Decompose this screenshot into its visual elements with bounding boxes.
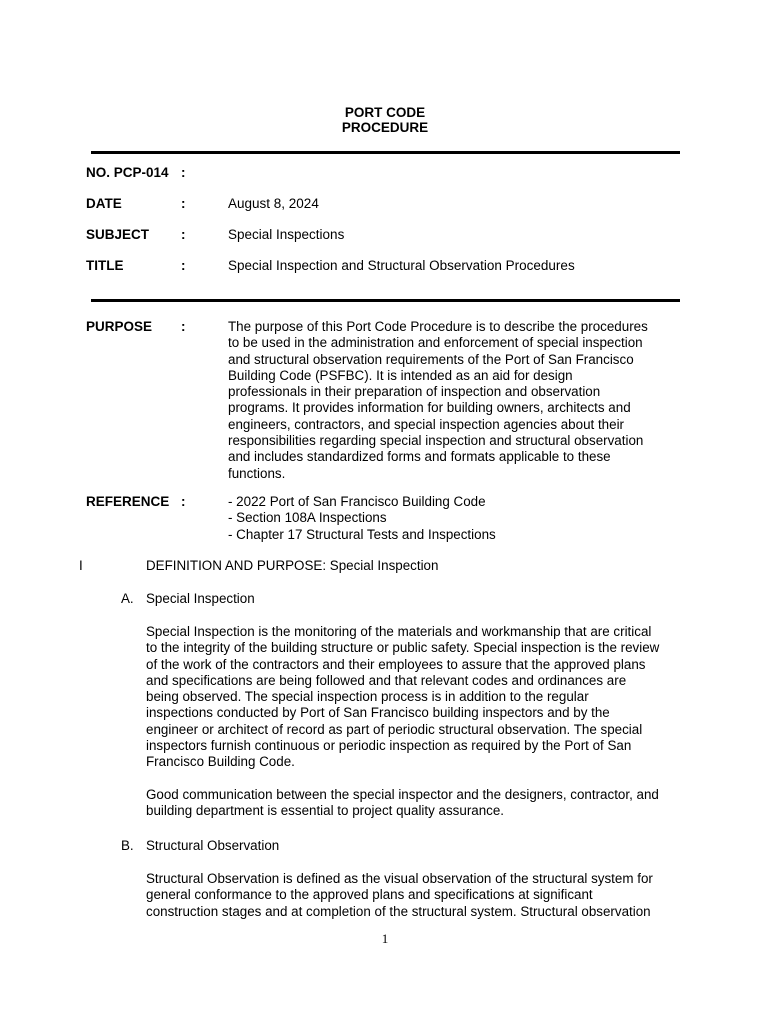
paragraph-line: of the work of the contractors and their employees to assure that the approved plans bbox=[146, 656, 646, 672]
purpose-line: programs. It provides information for building owners, architects and bbox=[228, 400, 631, 416]
paragraph-line: Special Inspection is the monitoring of the materials and workmanship that are critical bbox=[146, 624, 652, 639]
paragraph-line: Structural Observation is defined as the visual observation of the structural system for bbox=[146, 871, 653, 886]
number-colon: : bbox=[181, 165, 186, 180]
reference-colon: : bbox=[181, 494, 186, 509]
purpose-line: The purpose of this Port Code Procedure is to describe the procedures bbox=[228, 319, 648, 334]
purpose-line: professionals in their preparation of inspection and observation bbox=[228, 384, 601, 400]
top-divider bbox=[91, 151, 680, 154]
paragraph-line: to the integrity of the building structure or public safety. Special inspection is the review bbox=[146, 640, 660, 656]
paragraph-line: inspectors furnish continuous or periodic inspection as required by the Port of San bbox=[146, 738, 632, 754]
reference-item: - Section 108A Inspections bbox=[228, 510, 387, 526]
purpose-text bbox=[228, 319, 648, 482]
date-colon: : bbox=[181, 196, 186, 211]
paragraph-line: Good communication between the special inspector and the designers, contractor, and bbox=[146, 787, 659, 802]
purpose-line: engineers, contractors, and special inspection agencies about their bbox=[228, 416, 625, 432]
paragraph-line: being observed. The special inspection process is in addition to the regular bbox=[146, 689, 589, 705]
structural-observation-paragraph bbox=[146, 871, 653, 920]
purpose-line: to be used in the administration and enforcement of special inspection bbox=[228, 335, 643, 351]
paragraph-line: engineer or architect of record as part of periodic structural observation. The special bbox=[146, 721, 643, 737]
section-heading: DEFINITION AND PURPOSE: Special Inspection bbox=[146, 558, 439, 573]
reference-label: REFERENCE bbox=[86, 494, 170, 509]
subsection-b-letter: B. bbox=[121, 838, 134, 853]
subject-label: SUBJECT bbox=[86, 227, 150, 242]
paragraph-line: Francisco Building Code. bbox=[146, 754, 295, 770]
paragraph-line: inspections conducted by Port of San Francisco building inspectors and by the bbox=[146, 705, 610, 721]
paragraph-line: and specifications are being followed and that relevant codes and ordinances are bbox=[146, 672, 627, 688]
title-label: TITLE bbox=[86, 258, 124, 273]
purpose-line: responsibilities regarding special inspection and structural observation bbox=[228, 433, 644, 449]
date-value: August 8, 2024 bbox=[228, 196, 319, 211]
bottom-divider bbox=[91, 299, 680, 302]
section-numeral: I bbox=[79, 558, 83, 573]
subsection-a-letter: A. bbox=[121, 591, 134, 606]
paragraph-line: construction stages and at completion of the structural system. Structural observation bbox=[146, 903, 651, 919]
reference-list bbox=[228, 494, 496, 543]
reference-item: - 2022 Port of San Francisco Building Code bbox=[228, 494, 486, 509]
page-number: 1 bbox=[381, 931, 389, 946]
purpose-line: and structural observation requirements of the Port of San Francisco bbox=[228, 351, 634, 367]
purpose-line: functions. bbox=[228, 465, 286, 481]
subsection-a-title: Special Inspection bbox=[146, 591, 255, 606]
purpose-label: PURPOSE bbox=[86, 319, 153, 334]
paragraph-line: building department is essential to project quality assurance. bbox=[146, 803, 505, 819]
paragraph-line: general conformance to the approved plans and specifications at significant bbox=[146, 887, 593, 903]
special-inspection-paragraph bbox=[146, 624, 659, 771]
doc-title-line1: PORT CODE bbox=[344, 105, 426, 120]
doc-title-line2: PROCEDURE bbox=[341, 120, 429, 135]
date-label: DATE bbox=[86, 196, 122, 211]
subject-value: Special Inspections bbox=[228, 227, 345, 242]
purpose-line: Building Code (PSFBC). It is intended as an aid for design bbox=[228, 367, 573, 383]
title-colon: : bbox=[181, 258, 186, 273]
subject-colon: : bbox=[181, 227, 186, 242]
subsection-b-title: Structural Observation bbox=[146, 838, 280, 853]
reference-item: - Chapter 17 Structural Tests and Inspections bbox=[228, 526, 496, 542]
number-label: NO. PCP-014 bbox=[86, 165, 169, 180]
purpose-line: and includes standardized forms and formats applicable to these bbox=[228, 449, 611, 465]
purpose-colon: : bbox=[181, 319, 186, 334]
title-value: Special Inspection and Structural Observation Procedures bbox=[228, 258, 575, 273]
communication-paragraph bbox=[146, 787, 659, 820]
